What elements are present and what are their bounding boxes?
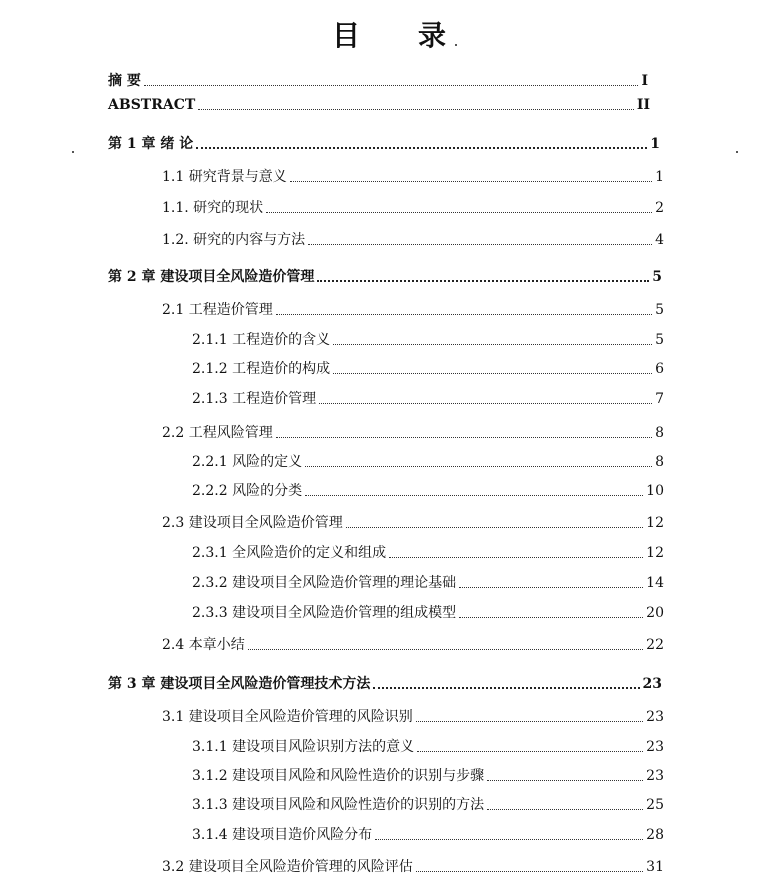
entry-label: 第 2 章 建设项目全风险造价管理 <box>108 269 315 285</box>
dot-leader <box>416 721 643 722</box>
toc-entry[interactable] <box>162 708 664 726</box>
dot-leader <box>198 109 634 110</box>
entry-page: 31 <box>646 859 664 875</box>
entry-page: 8 <box>655 454 664 470</box>
dot-leader <box>459 587 643 588</box>
entry-label: 2.2.2 风险的分类 <box>192 483 303 499</box>
entry-label: 1.1 研究背景与意义 <box>162 169 287 185</box>
entry-label: ABSTRACT <box>108 97 196 113</box>
dot-leader <box>266 212 652 213</box>
toc-entry-chapter-1[interactable] <box>108 135 660 153</box>
scan-speck <box>72 151 74 153</box>
toc-entry[interactable] <box>162 636 664 654</box>
entry-page: 5 <box>652 269 662 285</box>
entry-page: 1 <box>650 136 660 152</box>
toc-entry[interactable] <box>162 168 664 186</box>
entry-label: 2.1.2 工程造价的构成 <box>192 361 331 377</box>
entry-page: 8 <box>655 425 664 441</box>
entry-label: 2.3.3 建设项目全风险造价管理的组成模型 <box>192 605 457 621</box>
toc-entry[interactable] <box>162 301 664 319</box>
toc-entry[interactable] <box>192 738 664 756</box>
entry-page: 2 <box>655 200 664 216</box>
entry-label: 2.3 建设项目全风险造价管理 <box>162 515 343 531</box>
dot-leader <box>144 85 639 86</box>
entry-label: 3.2 建设项目全风险造价管理的风险评估 <box>162 859 413 875</box>
entry-label: 2.1.1 工程造价的含义 <box>192 332 331 348</box>
entry-label: 摘 要 <box>108 73 141 89</box>
entry-label: 2.2.1 风险的定义 <box>192 454 303 470</box>
entry-label: 3.1.4 建设项目造价风险分布 <box>192 827 373 843</box>
entry-page: 7 <box>655 391 664 407</box>
entry-page: 4 <box>655 232 664 248</box>
toc-entry[interactable] <box>192 453 664 471</box>
dot-leader <box>305 466 652 467</box>
entry-page: 20 <box>646 605 664 621</box>
toc-entry[interactable] <box>162 858 664 876</box>
dot-leader <box>333 344 652 345</box>
entry-page: 10 <box>646 483 664 499</box>
entry-label: 3.1 建设项目全风险造价管理的风险识别 <box>162 709 413 725</box>
toc-entry-chapter-2[interactable] <box>108 268 662 286</box>
dot-leader <box>290 181 652 182</box>
scan-speck <box>736 151 738 153</box>
dot-leader <box>248 649 643 650</box>
dot-leader <box>416 871 643 872</box>
entry-page: 12 <box>646 515 664 531</box>
entry-label: 2.4 本章小结 <box>162 637 245 653</box>
toc-entry[interactable] <box>192 574 664 592</box>
toc-entry[interactable] <box>162 514 664 532</box>
entry-page: 28 <box>646 827 664 843</box>
dot-leader <box>459 617 643 618</box>
entry-page: 23 <box>646 768 664 784</box>
dot-leader <box>373 687 639 689</box>
dot-leader <box>375 839 643 840</box>
toc-entry-abstract-cn[interactable] <box>108 72 648 90</box>
dot-leader <box>196 147 647 149</box>
toc-entry[interactable] <box>192 767 664 785</box>
entry-label: 1.1. 研究的现状 <box>162 200 264 216</box>
entry-page: 25 <box>646 797 664 813</box>
dot-leader <box>389 557 643 558</box>
entry-label: 3.1.1 建设项目风险识别方法的意义 <box>192 739 415 755</box>
toc-entry[interactable] <box>192 826 664 844</box>
entry-label: 第 3 章 建设项目全风险造价管理技术方法 <box>108 676 371 692</box>
dot-leader <box>317 280 649 282</box>
entry-page: 12 <box>646 545 664 561</box>
dot-leader <box>276 314 652 315</box>
dot-leader <box>487 809 643 810</box>
entry-label: 3.1.3 建设项目风险和风险性造价的识别的方法 <box>192 797 485 813</box>
dot-leader <box>333 373 652 374</box>
title-char-2: 录 <box>418 19 449 52</box>
dot-leader <box>308 244 652 245</box>
entry-page: II <box>636 97 650 113</box>
entry-page: 5 <box>655 302 664 318</box>
toc-entry[interactable] <box>162 424 664 442</box>
entry-page: 23 <box>646 709 664 725</box>
entry-label: 2.1 工程造价管理 <box>162 302 273 318</box>
entry-label: 1.2. 研究的内容与方法 <box>162 232 306 248</box>
dot-leader <box>305 495 643 496</box>
title-char-1: 目 <box>331 19 362 52</box>
entry-page: 1 <box>655 169 664 185</box>
dot-leader <box>319 403 652 404</box>
toc-entry[interactable] <box>192 360 664 378</box>
dot-leader <box>487 780 643 781</box>
entry-page: 23 <box>646 739 664 755</box>
entry-label: 第 1 章 绪 论 <box>108 136 194 152</box>
entry-page: 14 <box>646 575 664 591</box>
toc-entry[interactable] <box>192 796 664 814</box>
toc-entry[interactable] <box>162 199 664 217</box>
toc-entry[interactable] <box>192 544 664 562</box>
entry-page: 6 <box>655 361 664 377</box>
dot-leader <box>417 751 643 752</box>
entry-page: 5 <box>655 332 664 348</box>
entry-page: I <box>641 73 648 89</box>
toc-entry[interactable] <box>192 482 664 500</box>
entry-page: 22 <box>646 637 664 653</box>
scan-speck <box>455 44 457 46</box>
dot-leader <box>346 527 643 528</box>
entry-page: 23 <box>642 676 662 692</box>
entry-label: 2.3.2 建设项目全风险造价管理的理论基础 <box>192 575 457 591</box>
toc-title <box>0 14 780 54</box>
entry-label: 2.1.3 工程造价管理 <box>192 391 317 407</box>
toc-entry[interactable] <box>192 390 664 408</box>
entry-label: 3.1.2 建设项目风险和风险性造价的识别与步骤 <box>192 768 485 784</box>
toc-entry-abstract-en[interactable] <box>108 96 650 114</box>
toc-entry[interactable] <box>192 604 664 622</box>
toc-entry[interactable] <box>192 331 664 349</box>
toc-entry[interactable] <box>162 231 664 249</box>
entry-label: 2.2 工程风险管理 <box>162 425 273 441</box>
entry-label: 2.3.1 全风险造价的定义和组成 <box>192 545 387 561</box>
dot-leader <box>276 437 652 438</box>
toc-entry-chapter-3[interactable] <box>108 675 662 693</box>
